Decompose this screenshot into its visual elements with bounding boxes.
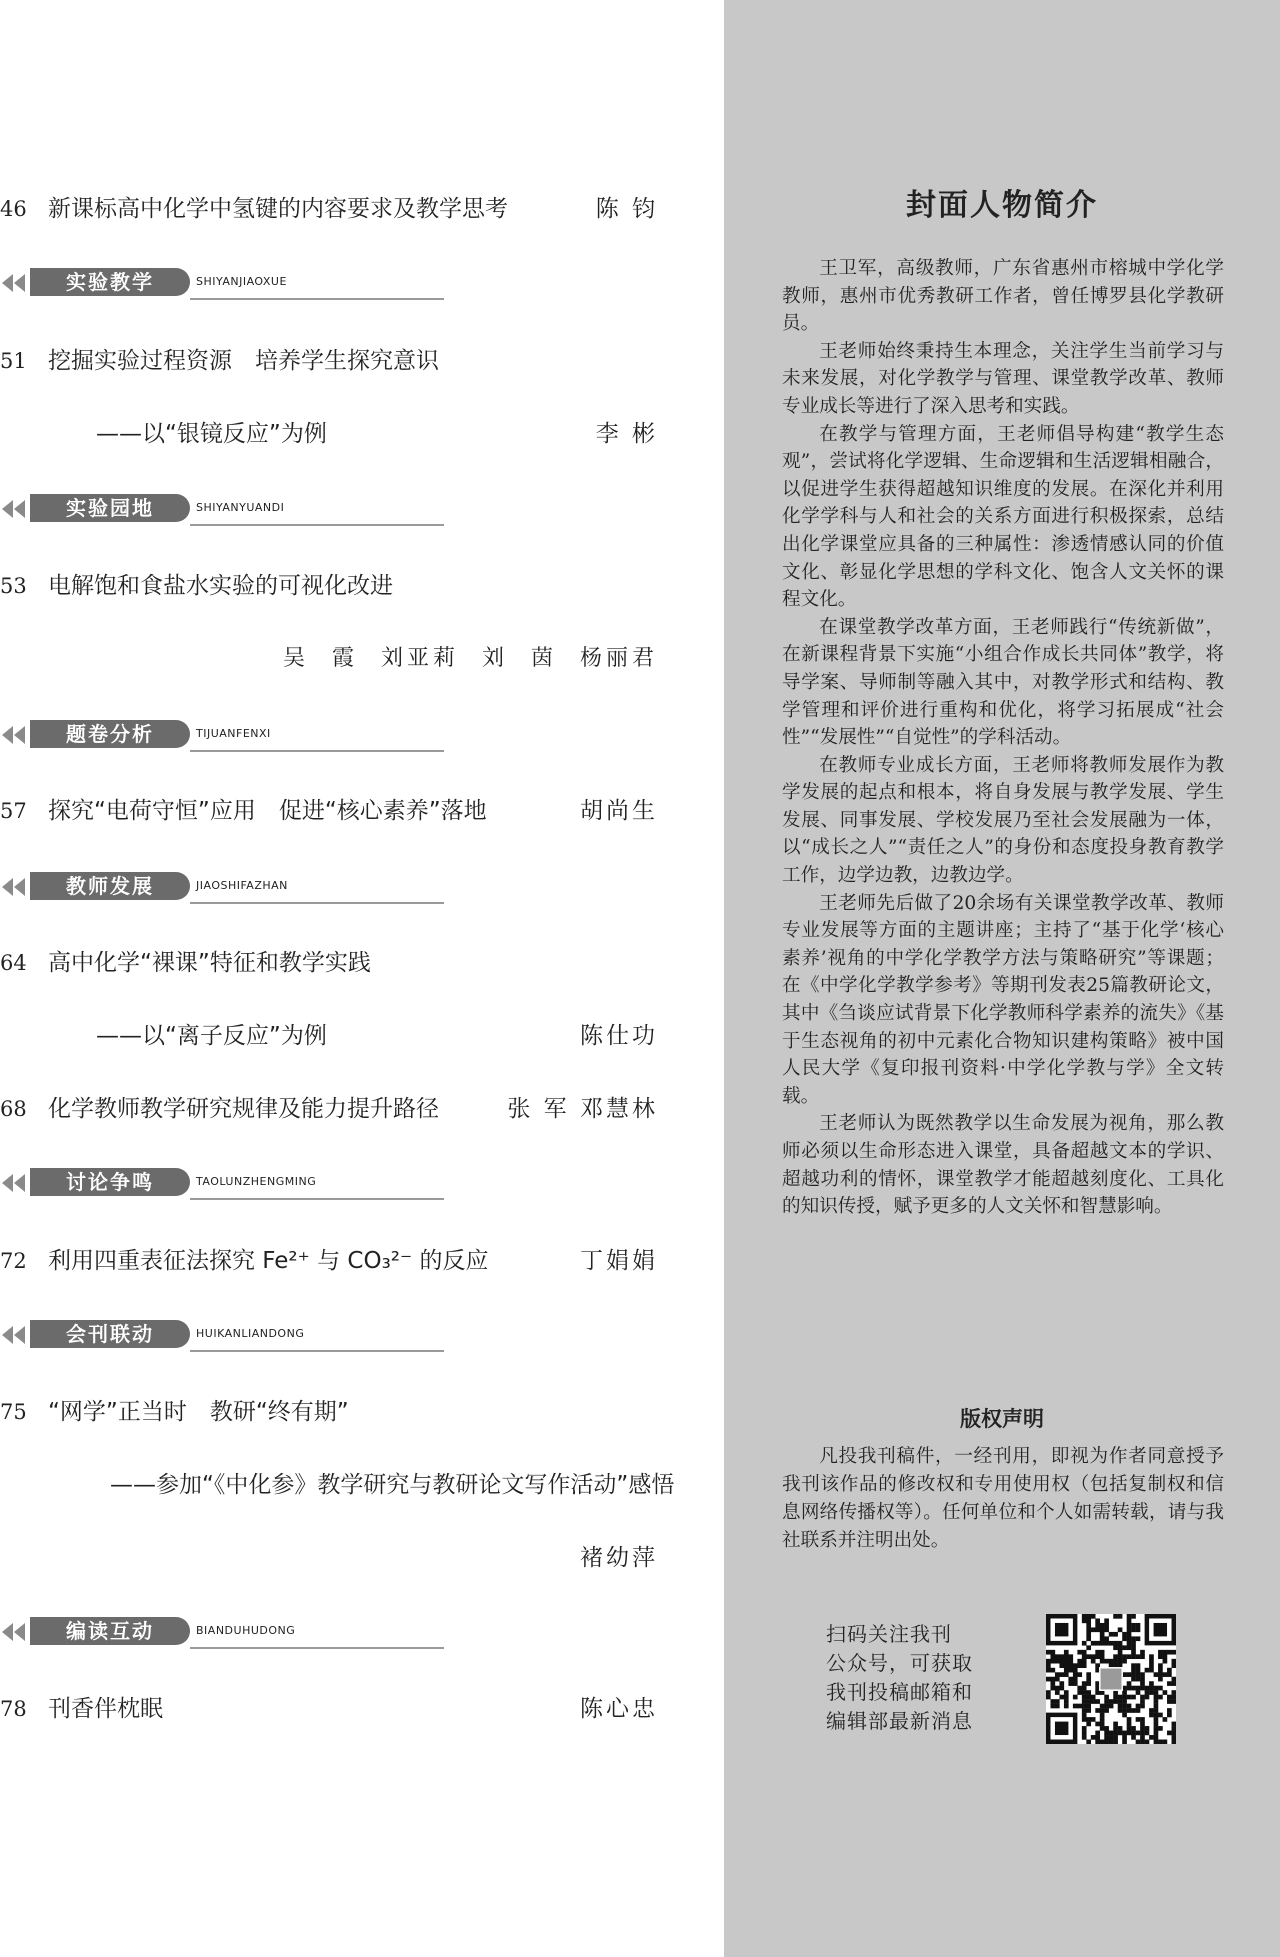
article-title: 电解饱和食盐水实验的可视化改进: [48, 573, 393, 599]
toc-entry[interactable]: [0, 946, 660, 980]
sidebar-title: 封面人物简介: [906, 188, 1098, 223]
section-label: 实验园地: [30, 494, 190, 522]
double-left-arrow-icon: [0, 498, 30, 520]
profile-paragraph: 王卫军，高级教师，广东省惠州市榕城中学化学教师，惠州市优秀教研工作者，曾任博罗县化学教研员。: [782, 258, 1224, 335]
profile-text: [782, 255, 1224, 1221]
toc-authors: [0, 642, 660, 676]
double-left-arrow-icon: [0, 1324, 30, 1346]
article-title: “网学”正当时 教研“终有期”: [48, 1399, 349, 1425]
article-author: 李 彬: [595, 421, 658, 447]
section-pinyin: SHIYANYUANDI: [196, 501, 285, 514]
section-pinyin: JIAOSHIFAZHAN: [196, 879, 288, 892]
double-left-arrow-icon: [0, 272, 30, 294]
divider: [190, 1647, 444, 1649]
section-pinyin: BIANDUHUDONG: [196, 1624, 296, 1637]
page-number: 57: [0, 799, 27, 823]
section-pinyin: TIJUANFENXI: [196, 727, 271, 740]
page-number: 68: [0, 1097, 27, 1121]
toc-entry-subtitle[interactable]: [0, 417, 660, 451]
divider: [190, 1198, 444, 1200]
article-title: 新课标高中化学中氢键的内容要求及教学思考: [48, 196, 508, 222]
page-number: 51: [0, 349, 27, 373]
toc-entry[interactable]: [0, 1395, 660, 1429]
article-author: 陈心忠: [580, 1696, 658, 1722]
divider: [190, 298, 444, 300]
section-label: 讨论争鸣: [30, 1168, 190, 1196]
divider: [190, 902, 444, 904]
article-title: 利用四重表征法探究 Fe²⁺ 与 CO₃²⁻ 的反应: [48, 1248, 489, 1274]
toc-authors: [0, 1541, 660, 1575]
section-header: [0, 718, 444, 754]
profile-paragraph: 王老师先后做了20余场有关课堂教学改革、教师专业发展等方面的主题讲座；主持了“基于化学‘核心素养’视角的中学化学教学方法与策略研究”等课题；在《中学化学教学参考》等期刊发表25篇教研论文，其中《刍谈应试背景下化学教师科学素养的流失》《基于生态视角的初中元素化合物知识建构策略》被中国人民大学《复印报刊资料·中学化学教与学》全文转载。: [782, 892, 1224, 1107]
article-subtitle: ——以“银镜反应”为例: [96, 421, 327, 447]
section-label: 教师发展: [30, 872, 190, 900]
article-title: 探究“电荷守恒”应用 促进“核心素养”落地: [48, 798, 487, 824]
section-label: 题卷分析: [30, 720, 190, 748]
article-author: 陈仕功: [580, 1023, 658, 1049]
article-title: 化学教师教学研究规律及能力提升路径: [48, 1096, 439, 1122]
toc-entry[interactable]: [0, 569, 660, 603]
section-pinyin: TAOLUNZHENGMING: [196, 1175, 317, 1188]
double-left-arrow-icon: [0, 724, 30, 746]
profile-paragraph: 在教师专业成长方面，王老师将教师发展作为教学发展的起点和根本，将自身发展与教学发展、学生发展、同事发展、学校发展乃至社会发展融为一体，以“成长之人”“责任之人”的身份和态度投身教育教学工作，边学边教，边教边学。: [782, 754, 1224, 887]
page-number: 75: [0, 1400, 27, 1424]
page-number: 64: [0, 951, 27, 975]
section-header: [0, 1166, 444, 1202]
toc-entry[interactable]: [0, 344, 660, 378]
profile-paragraph: 王老师认为既然教学以生命发展为视角，那么教师必须以生命形态进入课堂，具备超越文本的学识、超越功利的情怀，课堂教学才能超越刻度化、工具化的知识传授，赋予更多的人文关怀和智慧影响。: [782, 1113, 1224, 1218]
profile-paragraph: 在课堂教学改革方面，王老师践行“传统新做”，在新课程背景下实施“小组合作成长共同体”教学，将导学案、导师制等融入其中，对教学形式和结构、教学管理和评价进行重构和优化，将学习拓展成“社会性”“发展性”“自觉性”的学科活动。: [782, 616, 1224, 749]
section-header: [0, 870, 444, 906]
qr-caption-line: 编辑部最新消息: [826, 1709, 973, 1733]
double-left-arrow-icon: [0, 1621, 30, 1643]
article-author: 陈 钧: [595, 196, 658, 222]
profile-paragraph: 王老师始终秉持生本理念，关注学生当前学习与未来发展，对化学教学与管理、课堂教学改革、教师专业成长等进行了深入思考和实践。: [782, 340, 1224, 417]
toc-entry[interactable]: [0, 1092, 660, 1126]
copyright-title: 版权声明: [960, 1406, 1044, 1431]
article-author: 胡尚生: [580, 798, 658, 824]
page-number: 78: [0, 1697, 27, 1721]
article-authors: 吴 霞 刘亚莉 刘 茵 杨丽君: [283, 646, 658, 671]
section-label: 会刊联动: [30, 1320, 190, 1348]
section-header: [0, 492, 444, 528]
article-title: 刊香伴枕眠: [48, 1696, 163, 1722]
toc-entry[interactable]: [0, 1244, 660, 1278]
page-number: 72: [0, 1249, 27, 1273]
section-pinyin: SHIYANJIAOXUE: [196, 275, 287, 288]
double-left-arrow-icon: [0, 1172, 30, 1194]
divider: [190, 524, 444, 526]
copyright-notice: [782, 1443, 1224, 1555]
page-number: 53: [0, 574, 27, 598]
double-left-arrow-icon: [0, 876, 30, 898]
page-number: 46: [0, 197, 27, 221]
qr-code-icon[interactable]: [1046, 1614, 1176, 1744]
article-subtitle: ——以“离子反应”为例: [96, 1023, 327, 1049]
toc-entry[interactable]: [0, 794, 660, 828]
toc-entry[interactable]: [0, 192, 660, 226]
qr-caption-line: 公众号，可获取: [826, 1651, 973, 1675]
divider: [190, 750, 444, 752]
qr-caption-line: 我刊投稿邮箱和: [826, 1680, 973, 1704]
toc-entry-subtitle[interactable]: [0, 1468, 675, 1502]
section-header: [0, 1615, 444, 1651]
qr-caption: [826, 1620, 986, 1736]
section-header: [0, 1318, 444, 1354]
article-author: 张 军 邓慧林: [507, 1096, 658, 1122]
cover-profile-sidebar: [724, 0, 1280, 1957]
section-label: 实验教学: [30, 268, 190, 296]
article-author: 丁娟娟: [580, 1248, 658, 1274]
article-title: 挖掘实验过程资源 培养学生探究意识: [48, 348, 439, 374]
copyright-text: 凡投我刊稿件，一经刊用，即视为作者同意授予我刊该作品的修改权和专用使用权（包括复制权和信息网络传播权等）。任何单位和个人如需转载，请与我社联系并注明出处。: [782, 1446, 1224, 1551]
section-label: 编读互动: [30, 1617, 190, 1645]
toc-entry[interactable]: [0, 1692, 660, 1726]
profile-paragraph: 在教学与管理方面，王老师倡导构建“教学生态观”，尝试将化学逻辑、生命逻辑和生活逻辑相融合，以促进学生获得超越知识维度的发展。在深化并利用化学学科与人和社会的关系方面进行积极探索，总结出化学课堂应具备的三种属性：渗透情感认同的价值文化、彰显化学思想的学科文化、饱含人文关怀的课程文化。: [782, 423, 1224, 611]
article-title: 高中化学“裸课”特征和教学实践: [48, 950, 371, 976]
qr-caption-line: 扫码关注我刊: [826, 1622, 952, 1646]
article-author: 褚幼萍: [580, 1545, 658, 1571]
divider: [190, 1350, 444, 1352]
section-header: [0, 266, 444, 302]
toc-entry-subtitle[interactable]: [0, 1019, 660, 1053]
article-subtitle: ——参加“《中化参》教学研究与教研论文写作活动”感悟: [110, 1472, 675, 1498]
section-pinyin: HUIKANLIANDONG: [196, 1327, 305, 1340]
